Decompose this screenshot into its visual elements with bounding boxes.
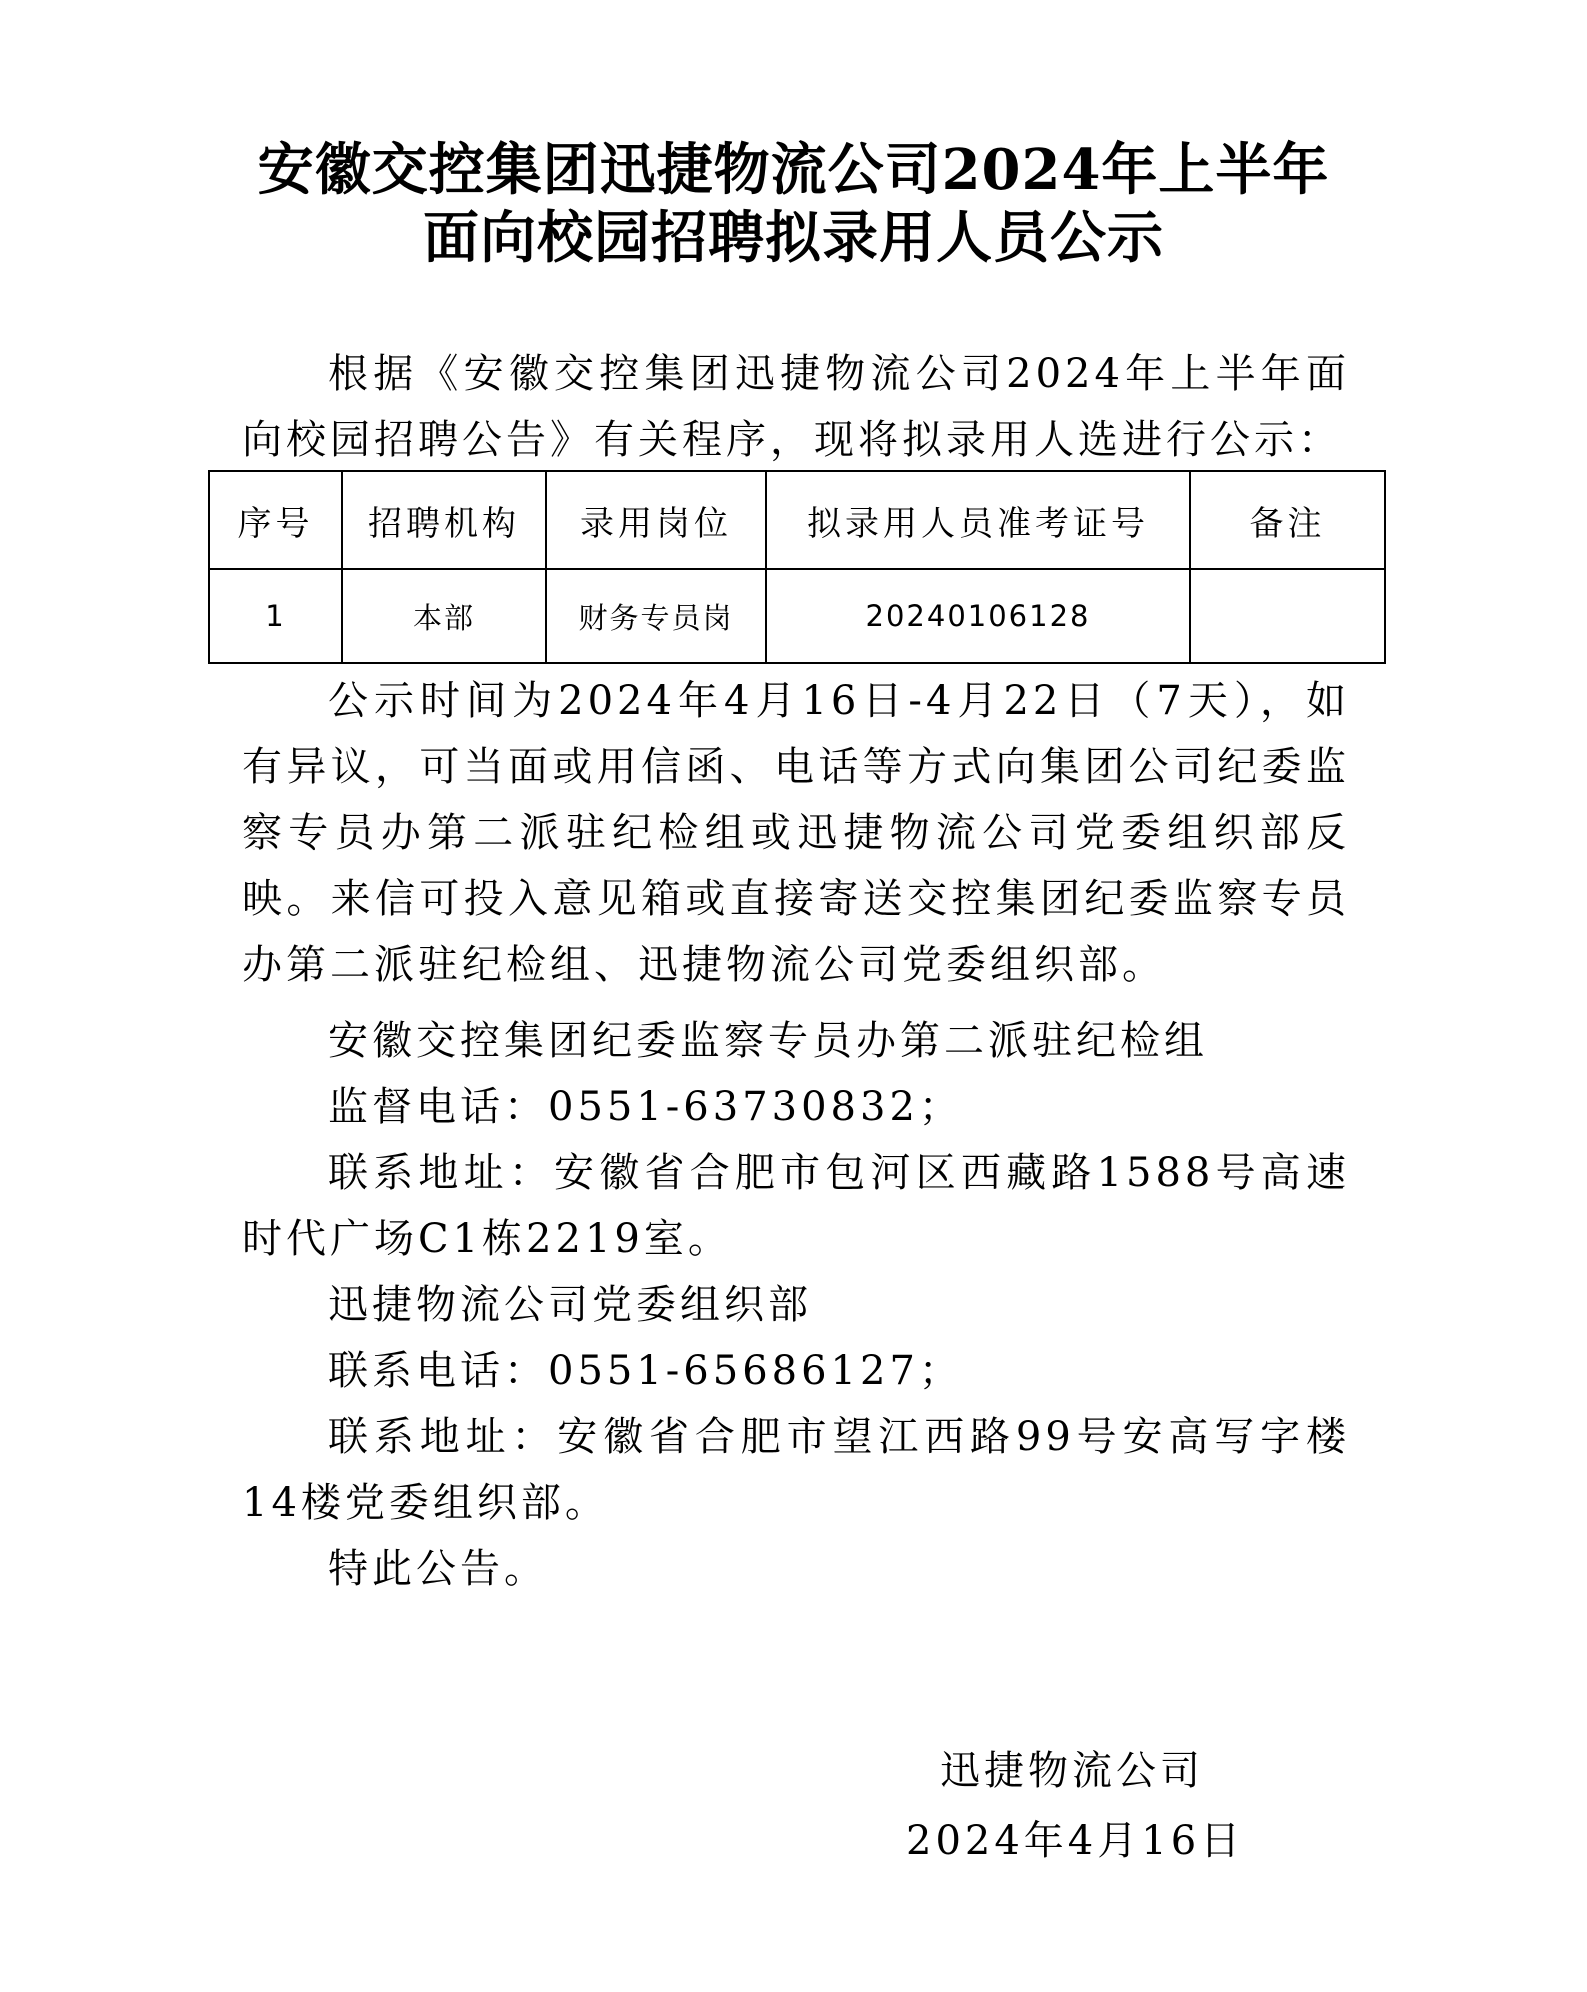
- table-header-row: [209, 471, 1385, 569]
- table-row: [209, 569, 1385, 663]
- closing-statement: 特此公告。: [328, 1546, 548, 1592]
- header-recruiting-unit: 招聘机构: [342, 471, 546, 569]
- publicity-period-paragraph: 公示时间为2024年4月16日-4月22日（7天），如有异议，可当面或用信函、电话等方式向集团公司纪委监察专员办第二派驻纪检组或迅捷物流公司党委组织部反映。来信可投入意见箱或直接寄送交控集团纪委监察专员办第二派驻纪检组、迅捷物流公司党委组织部。: [242, 678, 1350, 988]
- cell-admission-ticket-number: 20240106128: [766, 569, 1190, 663]
- cell-recruiting-unit: 本部: [342, 569, 546, 663]
- signature-organization: 迅捷物流公司: [940, 1748, 1204, 1794]
- intro-paragraph: 根据《安徽交控集团迅捷物流公司2024年上半年面向校园招聘公告》有关程序，现将拟录用人选进行公示：: [242, 351, 1350, 463]
- document-title-line-1: 安徽交控集团迅捷物流公司2024年上半年: [257, 137, 1330, 203]
- cell-remarks: [1190, 569, 1385, 663]
- header-remarks: 备注: [1190, 471, 1385, 569]
- header-serial-number: 序号: [209, 471, 342, 569]
- party-org-dept-name: 迅捷物流公司党委组织部: [328, 1282, 812, 1328]
- supervision-address: 联系地址：安徽省合肥市包河区西藏路1588号高速时代广场C1栋2219室。: [242, 1150, 1350, 1262]
- supervision-org-name: 安徽交控集团纪委监察专员办第二派驻纪检组: [328, 1018, 1208, 1064]
- party-org-dept-address: 联系地址：安徽省合肥市望江西路99号安高写字楼14楼党委组织部。: [242, 1414, 1350, 1526]
- header-position: 录用岗位: [546, 471, 766, 569]
- candidate-table: [208, 470, 1386, 664]
- supervision-phone: 监督电话：0551-63730832；: [328, 1084, 963, 1130]
- cell-serial-number: 1: [209, 569, 342, 663]
- party-org-dept-phone: 联系电话：0551-65686127；: [328, 1348, 963, 1394]
- header-admission-ticket-number: 拟录用人员准考证号: [766, 471, 1190, 569]
- document-title-line-2: 面向校园招聘拟录用人员公示: [423, 205, 1164, 271]
- cell-position: 财务专员岗: [546, 569, 766, 663]
- signature-date: 2024年4月16日: [906, 1818, 1245, 1864]
